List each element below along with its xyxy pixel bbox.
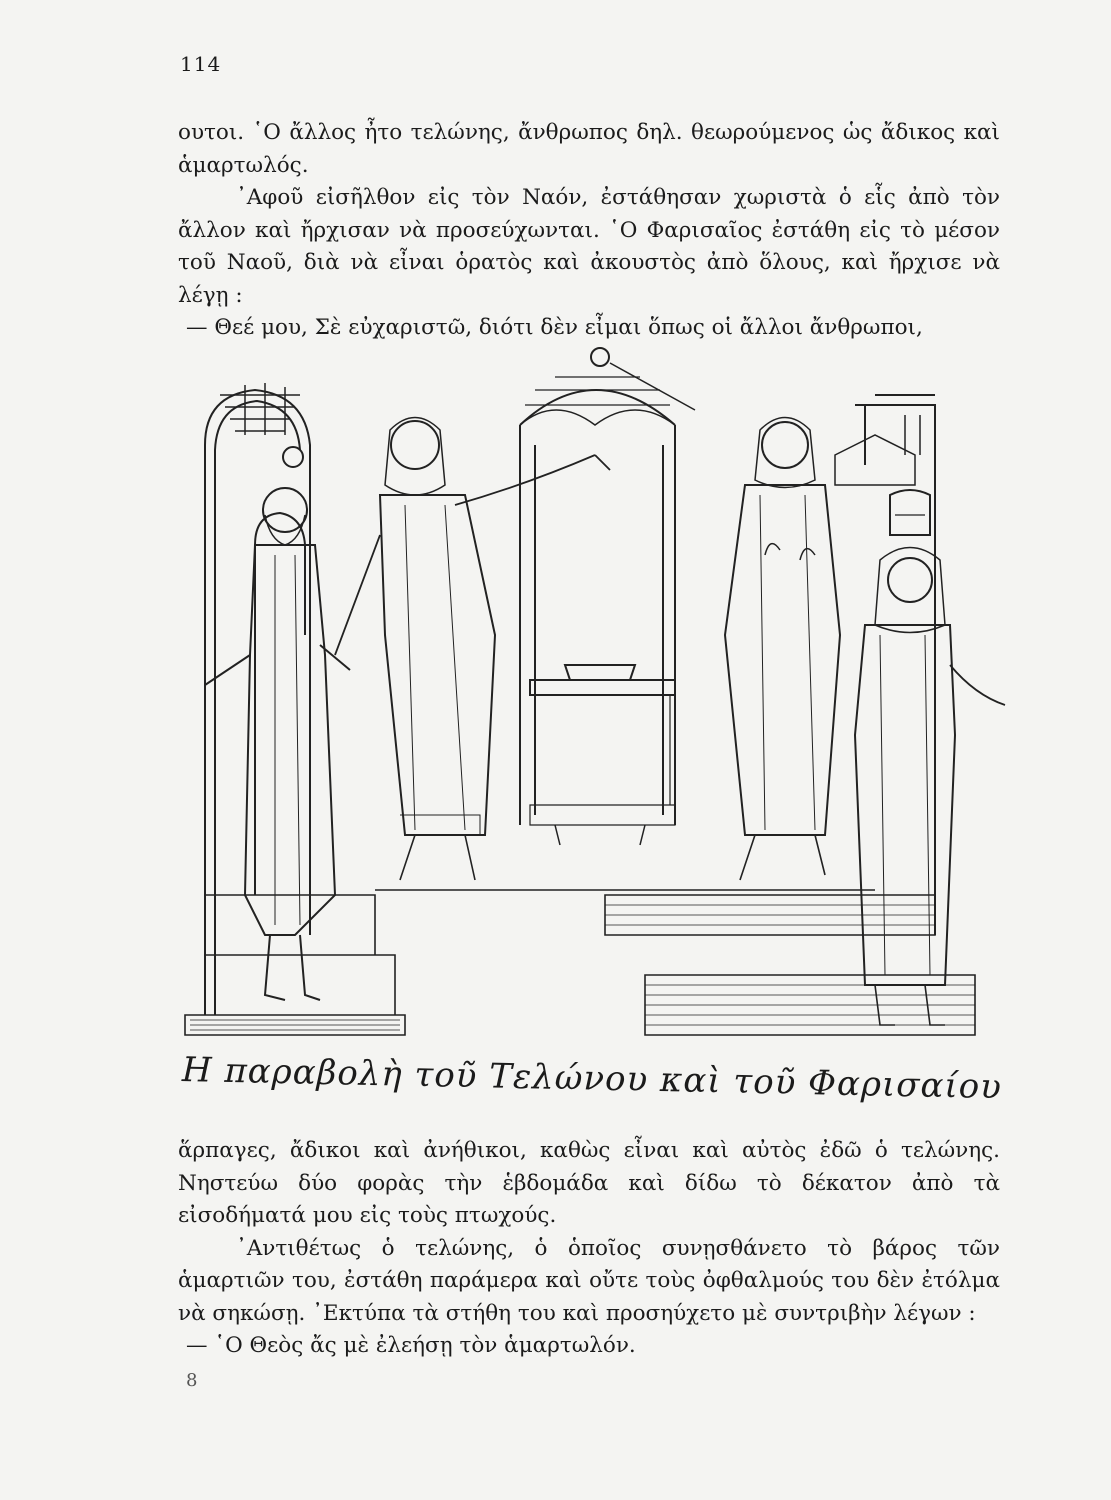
paragraph: ᾽Αντιθέτως ὁ τελώνης, ὁ ὁποῖος συνῃσθάνετο τὸ βάρος τῶν ἁμαρτιῶν του, ἐστάθη παράμερα καὶ οὔτε τοὺς ὀφθαλμούς του δὲν ἐτόλμα νὰ σηκώσῃ. ᾽Εκτύπα τὰ στήθη του καὶ προσηύχετο μὲ συντριβὴν λέγων : — [178, 1235, 1000, 1326]
paragraph: ἅρπαγες, ἄδικοι καὶ ἀνήθικοι, καθὼς εἶναι καὶ αὐτὸς ἐδῶ ὁ τελώνης. Νηστεύω δύο φορὰς τὴν ἑβδομάδα καὶ δίδω τὸ δέκατον ἀπὸ τὰ εἰσοδήματά μου εἰς τοὺς πτωχούς. — [178, 1138, 1000, 1228]
dialogue-line: — Θεέ μου, Σὲ εὐχαριστῶ, διότι δὲν εἶμαι ὅπως οἱ ἄλλοι ἄνθρωποι, — [186, 315, 923, 340]
figure-right — [855, 548, 1005, 1026]
ciborium — [520, 348, 695, 845]
pharisee-figure — [335, 418, 610, 881]
page-number: 114 — [180, 52, 222, 76]
publican-figure-left — [205, 488, 350, 1000]
parable-illustration — [175, 335, 1015, 1055]
left-stairs — [185, 895, 405, 1035]
paragraph: ᾽Αφοῦ εἰσῆλθον εἰς τὸν Ναόν, ἐστάθησαν χωριστὰ ὁ εἷς ἀπὸ τὸν ἄλλον καὶ ἤρχισαν νὰ προσεύχωνται. ῾Ο Φαρισαῖος ἐστάθη εἰς τὸ μέσον τοῦ Ναοῦ, διὰ νὰ εἶναι ὁρατὸς καὶ ἀκουστὸς ἀπὸ ὅλους, καὶ ἤρχισε νὰ λέγῃ : — [178, 185, 1000, 308]
paragraph: ουτοι. ῾Ο ἄλλος ἦτο τελώνης, ἄνθρωπος δηλ. θεωρούμενος ὡς ἄδικος καὶ ἁμαρτωλός. — [178, 120, 1000, 178]
bottom-text-block — [178, 1135, 1000, 1363]
publican-figure-center-right — [725, 418, 840, 881]
footer-mark: 8 — [186, 1370, 198, 1391]
illustration-caption: Η παραβολὴ τοῦ Τελώνου καὶ τοῦ Φαρισαίου — [181, 1050, 1003, 1108]
right-tower — [835, 395, 935, 935]
top-text-block — [178, 117, 1000, 345]
dialogue-line: — ῾Ο Θεὸς ἄς μὲ ἐλεήσῃ τὸν ἁμαρτωλόν. — [186, 1333, 636, 1358]
